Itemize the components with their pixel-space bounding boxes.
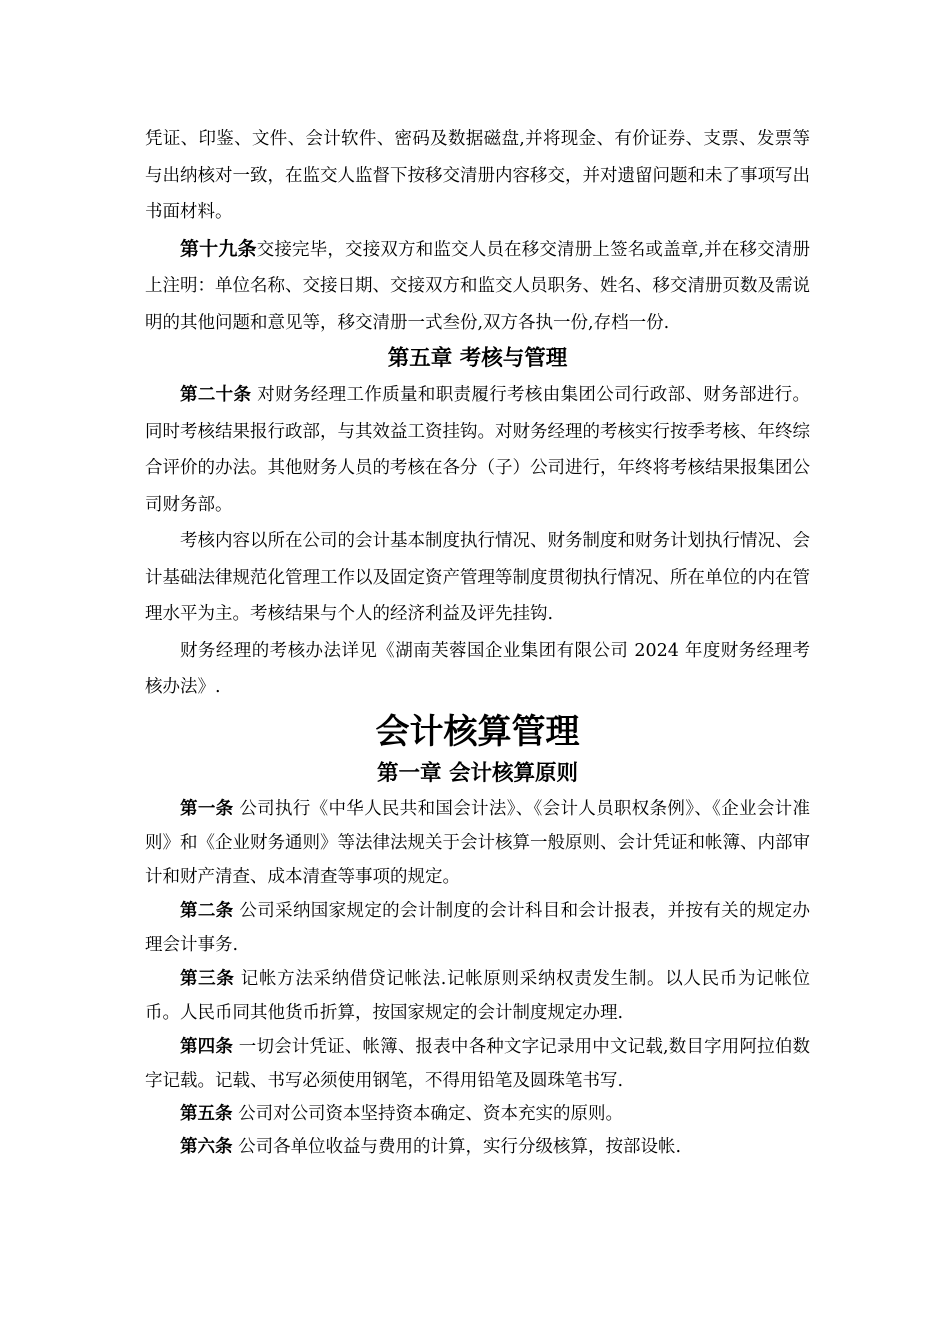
article-19 [145, 231, 810, 342]
paragraph-assessment-method: 财务经理的考核办法详见《湖南芙蓉国企业集团有限公司 2024 年度财务经理考核办法》. [145, 640, 810, 697]
article-20-text: 对财务经理工作质量和职责履行考核由集团公司行政部、财务部进行。同时考核结果报行政部，与其效益工资挂钩。对财务经理的考核实行按季考核、年终综合评价的办法。其他财务人员的考核在各分（子）公司进行，年终将考核结果报集团公司财务部。 [145, 385, 811, 515]
article-1-text: 公司执行《中华人民共和国会计法》、《会计人员职权条例》、《企业会计准则》和《企业财务通则》等法律法规关于会计核算一般原则、会计凭证和帐簿、内部审计和财产清查、成本清查等事项的规定。 [145, 798, 810, 887]
chapter-1-title: 第一章 会计核算原则 [377, 760, 578, 786]
article-19-text: 交接完毕，交接双方和监交人员在移交清册上签名或盖章,并在移交清册上注明：单位名称、交接日期、交接双方和监交人员职务、姓名、移交清册页数及需说明的其他问题和意见等，移交清册一式叁份,双方各执一份,存档一份. [145, 239, 810, 333]
article-5-text: 公司对公司资本坚持资本确定、资本充实的原则。 [232, 1103, 624, 1124]
article-4-label: 第四条 [180, 1036, 234, 1057]
document-page [145, 121, 810, 1164]
article-6-label: 第六条 [180, 1136, 233, 1157]
article-6 [145, 1131, 810, 1164]
article-3-label: 第三条 [180, 968, 235, 989]
article-3 [145, 962, 810, 1030]
article-20 [145, 377, 810, 523]
article-3-text: 记帐方法采纳借贷记帐法.记帐原则采纳权责发生制。以人民币为记帐位币。人民币同其他货币折算，按国家规定的会计制度规定办理. [145, 968, 810, 1023]
chapter-5-title: 第五章 考核与管理 [387, 346, 568, 371]
article-1-label: 第一条 [180, 798, 234, 819]
article-20-label: 第二十条 [180, 385, 252, 405]
article-2-text: 公司采纳国家规定的会计制度的会计科目和会计报表，并按有关的规定办理会计事务. [145, 900, 811, 955]
article-4-text: 一切会计凭证、帐簿、报表中各种文字记录用中文记载,数目字用阿拉伯数字记载。记载、书写必须使用钢笔，不得用铅笔及圆珠笔书写. [145, 1036, 810, 1091]
article-6-text: 公司各单位收益与费用的计算，实行分级核算，按部设帐. [232, 1136, 682, 1157]
article-1 [145, 792, 810, 894]
paragraph-assessment-content: 考核内容以所在公司的会计基本制度执行情况、财务制度和财务计划执行情况、会计基础法律规范化管理工作以及固定资产管理等制度贯彻执行情况、所在单位的内在管理水平为主。考核结果与个人的经济利益及评先挂钩. [145, 531, 810, 624]
paragraph-handover-continued: 凭证、印鉴、文件、会计软件、密码及数据磁盘,并将现金、有价证券、支票、发票等与出纳核对一致，在监交人监督下按移交清册内容移交，并对遗留问题和未了事项写出书面材料。 [145, 129, 810, 222]
article-19-label: 第十九条 [180, 237, 257, 260]
article-2 [145, 894, 810, 962]
accounting-management-title: 会计核算管理 [375, 711, 580, 752]
article-5 [145, 1098, 810, 1131]
article-5-label: 第五条 [180, 1103, 233, 1124]
article-4 [145, 1030, 810, 1098]
article-2-label: 第二条 [180, 900, 234, 921]
